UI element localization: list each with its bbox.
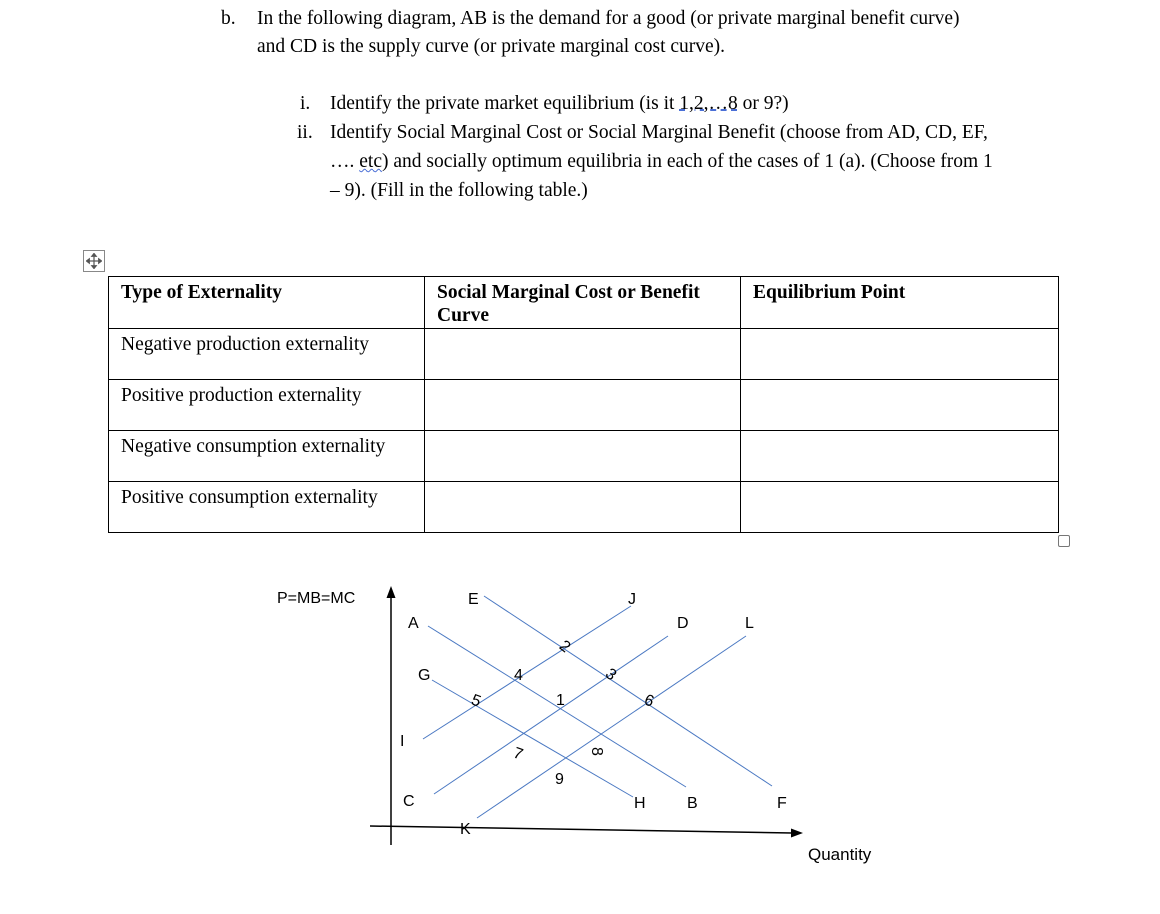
item-i-suffix: or 9?) [737,93,789,114]
point-3: 3 [601,665,620,685]
item-i-prefix: Identify the private market equilibrium (is it [330,93,680,114]
x-axis [370,826,792,833]
point-6: 6 [641,691,657,711]
item-ii-marker: ii. [297,122,313,143]
label-E: E [468,591,479,608]
y-axis-label: P=MB=MC [277,590,356,607]
header-type-of-externality: Type of Externality [109,277,425,329]
item-i-marker: i. [300,93,311,114]
intro-line-2: and CD is the supply curve (or private marginal cost curve). [257,36,726,57]
header-equilibrium-point: Equilibrium Point [741,277,1059,329]
header-social-marginal-curve: Social Marginal Cost or Benefit Curve [425,277,741,329]
label-H: H [634,795,646,812]
x-axis-arrow [791,829,803,838]
label-B: B [687,795,698,812]
label-D: D [677,615,689,632]
point-1: 1 [556,692,565,709]
x-axis-label: Quantity [808,845,872,864]
item-ii-line-1: Identify Social Marginal Cost or Social Marginal Benefit (choose from AD, CD, EF, [330,122,988,143]
label-A: A [408,615,419,632]
point-4: 4 [514,667,523,684]
intro-line-1: In the following diagram, AB is the demand for a good (or private marginal benefit curve) [257,8,960,29]
y-axis-arrow [387,586,396,598]
curve-EF [484,596,772,786]
item-ii-line-3: – 9). (Fill in the following table.) [330,180,588,201]
point-8: 8 [588,747,605,756]
curve-KL [477,636,746,818]
item-i-underlined: 1,2,…8 [679,93,738,114]
cell-type: Positive consumption externality [109,482,425,533]
label-G: G [418,667,431,684]
cell-type: Negative production externality [109,329,425,380]
cell-type: Negative consumption externality [109,431,425,482]
curve-GH [432,680,633,797]
point-5: 5 [468,691,484,711]
label-I: I [400,733,405,750]
axes [370,586,803,845]
point-7: 7 [510,744,526,764]
item-ii-line-2-suffix: ) and socially optimum equilibria in each of the cases of 1 (a). (Choose from 1 [381,151,993,172]
item-ii-line-2-prefix: …. [330,151,360,172]
label-C: C [403,793,415,810]
cell-type: Positive production externality [109,380,425,431]
label-J: J [628,591,636,608]
curve-CD [434,636,668,794]
item-ii-wavy-word: etc [359,151,382,172]
point-9: 9 [555,771,564,788]
label-L: L [745,615,754,632]
part-marker: b. [221,8,236,29]
label-K: K [460,821,471,838]
label-F: F [777,795,787,812]
point-2: 2 [555,637,574,657]
